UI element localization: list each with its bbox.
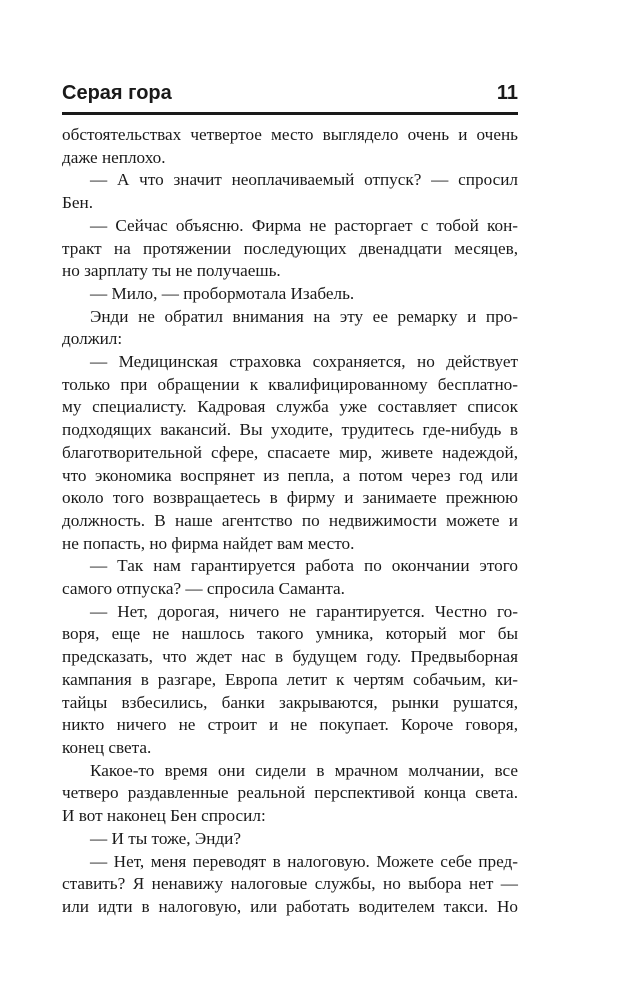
text-line: И вот наконец Бен спросил: — [62, 806, 266, 826]
text-line: должность. В наше агентство по недвижимости можете и — [62, 510, 518, 530]
text-line: кампания в разгаре, Европа летит к чертям собачьим, ки- — [62, 669, 518, 689]
text-line: четверо раздавленные реальной перспективой конца света. — [62, 783, 518, 803]
body-text — [62, 124, 518, 919]
text-line: — Нет, меня переводят в налоговую. Можете себе пред- — [90, 851, 518, 871]
text-line: — Мило, — пробормотала Изабель. — [90, 283, 355, 303]
text-line: ставить? Я ненавижу налоговые службы, но выбора нет — — [62, 874, 518, 894]
text-line: не попасть, но фирма найдет вам место. — [62, 533, 355, 553]
text-line: Энди не обратил внимания на эту ее ремарку и про- — [90, 306, 518, 326]
text-line: должил: — [62, 329, 123, 349]
text-line: — А что значит неоплачиваемый отпуск? — спросил — [90, 170, 518, 190]
text-line: — Нет, дорогая, ничего не гарантируется. Честно го- — [90, 601, 518, 621]
text-line: — И ты тоже, Энди? — [90, 828, 241, 848]
text-line: тракт на протяжении последующих двенадцати месяцев, — [62, 238, 518, 258]
text-line: самого отпуска? — спросила Саманта. — [62, 579, 345, 599]
text-line: конец света. — [62, 737, 152, 757]
text-line: му специалисту. Кадровая служба уже составляет список — [62, 397, 518, 417]
text-line: — Сейчас объясню. Фирма не расторгает с тобой кон- — [90, 215, 518, 235]
text-line: Бен. — [62, 193, 93, 213]
header-rule — [62, 112, 518, 115]
text-line: — Так нам гарантируется работа по окончании этого — [90, 556, 518, 576]
text-line: воря, еще не нашлось такого умника, который мог бы — [62, 624, 518, 644]
text-line: подходящих вакансий. Вы уходите, трудитесь где-нибудь в — [62, 420, 518, 440]
page-number: 11 — [496, 82, 518, 104]
text-line: обстоятельствах четвертое место выглядело очень и очень — [62, 125, 518, 144]
text-line: никто ничего не строит и не покупает. Короче говоря, — [62, 715, 518, 735]
text-line: что экономика воспрянет из пепла, а потом через год или — [62, 465, 518, 485]
text-line: благотворительной сфере, спасаете мир, живете надеждой, — [62, 442, 518, 462]
text-line: даже неплохо. — [62, 147, 166, 167]
text-line: предсказать, что ждет нас в будущем году. Предвыборная — [62, 647, 518, 667]
text-line: или идти в налоговую, или работать водителем такси. Но — [62, 896, 518, 916]
text-line: тайцы взбесились, банки закрываются, рынки рушатся, — [62, 692, 518, 712]
text-line: около того возвращаетесь в фирму и занимаете прежнюю — [62, 488, 518, 508]
running-header — [62, 80, 518, 106]
text-line: только при обращении к квалифицированному бесплатно- — [62, 374, 518, 394]
book-title: Серая гора — [62, 82, 172, 104]
text-line: но зарплату ты не получаешь. — [62, 261, 281, 281]
text-line: — Медицинская страховка сохраняется, но действует — [90, 352, 518, 372]
text-line: Какое-то время они сидели в мрачном молчании, все — [90, 760, 518, 780]
